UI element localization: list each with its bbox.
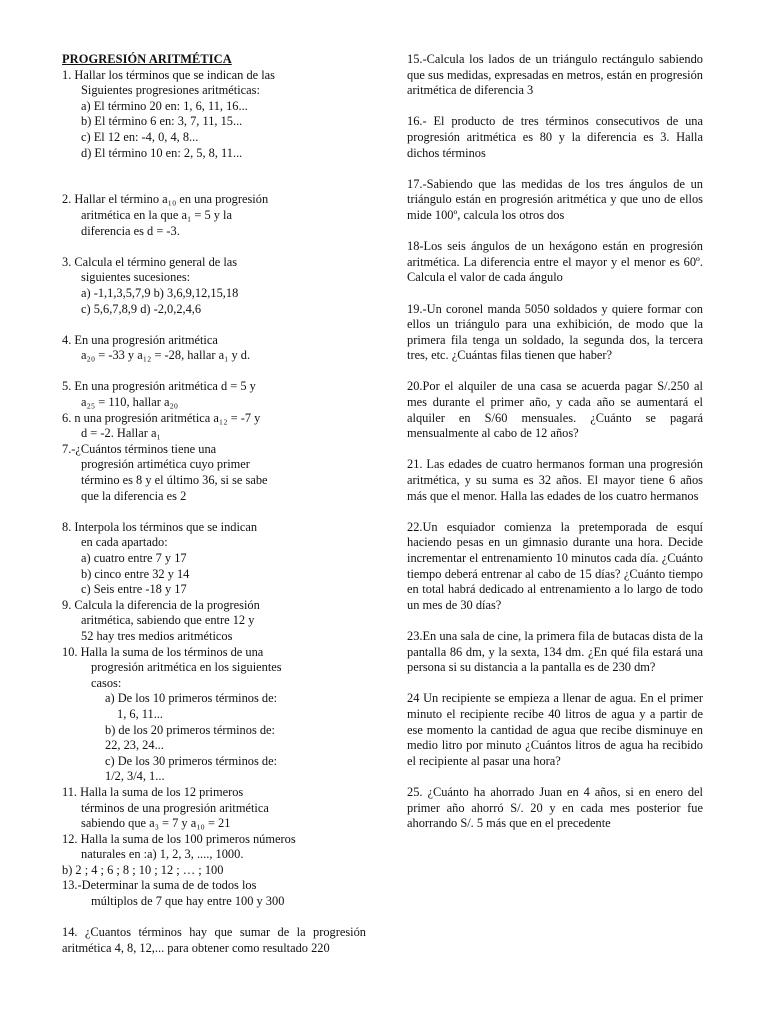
exercise-line: 3. Calcula el término general de las: [62, 254, 238, 269]
exercise-line: 52 hay tres medios aritméticos: [81, 628, 233, 643]
exercise-line: 8. Interpola los términos que se indican: [62, 519, 258, 534]
line-gap: [62, 504, 366, 520]
exercise-block-17: 17.-Sabiendo que las medidas de los tres ángulos de un triángulo están en progresión aritmética y que uno de ellos mide 100º, calcula los otros dos: [407, 176, 703, 222]
exercise-line: Siguientes progresiones aritméticas:: [81, 83, 260, 98]
exercise-line: b) cinco entre 32 y 14: [81, 566, 190, 581]
exercise-line: 1. Hallar los términos que se indican de las: [62, 67, 275, 82]
exercise-block-15: 15.-Calcula los lados de un triángulo rectángulo sabiendo que sus medidas, expresadas en metros, están en progresión aritmética de diferencia 3: [407, 52, 703, 98]
line-gap: [62, 239, 366, 255]
exercise-line: 11. Halla la suma de los 12 primeros: [62, 784, 244, 799]
block-gap: [407, 224, 703, 240]
exercise-line: c) El 12 en: -4, 0, 4, 8...: [81, 129, 199, 144]
exercise-line: 12. Halla la suma de los 100 primeros números: [62, 831, 296, 846]
exercise-block-19: 19.-Un coronel manda 5050 soldados y quiere formar con ellos un triángulo para una exhibición, de modo que la primera fila tenga un soldado, la segunda dos, la tercera tres, etc. ¿Cuántas filas tienen que haber?: [407, 301, 703, 363]
exercise-line: 7.-¿Cuántos términos tiene una: [62, 441, 217, 456]
exercise-14: 14. ¿Cuantos términos hay que sumar de la progresión aritmética 4, 8, 12,... para obtener como resultado 220: [62, 925, 366, 955]
left-exercise-lines: [62, 68, 366, 910]
exercise-line: c) De los 30 primeros términos de:: [105, 753, 278, 768]
block-gap: [407, 286, 703, 302]
exercise-block-16: 16.- El producto de tres términos consecutivos de una progresión aritmética es 80 y la diferencia es 3. Halla dichos términos: [407, 114, 703, 160]
exercise-line: en cada apartado:: [81, 535, 168, 550]
line-gap: [62, 161, 366, 177]
exercise-line: b) 2 ; 4 ; 6 ; 8 ; 10 ; 12 ; … ; 100: [62, 862, 224, 877]
block-gap: [407, 161, 703, 177]
block-gap: [407, 613, 703, 629]
exercise-line: 22, 23, 24...: [105, 738, 164, 753]
page-title: PROGRESIÓN ARITMÉTICA: [62, 52, 232, 66]
exercise-line: a) cuatro entre 7 y 17: [81, 551, 187, 565]
block-gap: [407, 769, 703, 785]
exercise-line: d) El término 10 en: 2, 5, 8, 11...: [81, 145, 243, 160]
exercise-line: 9. Calcula la diferencia de la progresión: [62, 597, 260, 612]
exercise-block-20: 20.Por el alquiler de una casa se acuerda pagar S/.250 al mes durante el primer año, y cada año se aumentará el alquiler en S/60 mensuales. ¿Cuánto se pagará mensualmente al cabo de 12 años?: [407, 379, 703, 441]
exercise-line: términos de una progresión aritmética: [81, 800, 269, 815]
exercise-line: a₂₀ = -33 y a₁₂ = -28, hallar a₁ y d.: [81, 348, 251, 363]
exercise-line: a) -1,1,3,5,7,9 b) 3,6,9,12,15,18: [81, 285, 239, 300]
exercise-line: 1/2, 3/4, 1...: [105, 769, 165, 784]
exercise-block-23: 23.En una sala de cine, la primera fila de butacas dista de la pantalla 86 dm, y la sexta, 134 dm. ¿En qué fila estará una persona si su distancia a la pantalla es de 230 dm?: [407, 628, 703, 675]
exercise-line: siguientes sucesiones:: [81, 270, 191, 285]
exercise-line: 1, 6, 11...: [117, 706, 164, 721]
exercise-line: casos:: [91, 675, 122, 690]
exercise-line: 4. En una progresión aritmética: [62, 332, 218, 347]
exercise-line: a) El término 20 en: 1, 6, 11, 16...: [81, 98, 248, 113]
exercise-line: a) De los 10 primeros términos de:: [105, 691, 278, 706]
exercise-line: a₂₅ = 110, hallar a₂₀: [81, 395, 179, 410]
exercise-line: progresión artimética cuyo primer: [81, 457, 250, 472]
exercise-line: 10. Halla la suma de los términos de una: [62, 644, 264, 659]
exercise-line: progresión aritmética en los siguientes: [91, 660, 282, 675]
exercise-block-18: 18-Los seis ángulos de un hexágono están en progresión aritmética. La diferencia entre el mayor y el menor es 60º. Calcula el valor de cada ángulo: [407, 239, 703, 285]
exercise-line: 5. En una progresión aritmética d = 5 y: [62, 379, 256, 394]
exercise-line: múltiplos de 7 que hay entre 100 y 300: [91, 894, 285, 909]
block-gap: [407, 364, 703, 380]
right-exercise-blocks: [407, 52, 703, 832]
exercise-line: 13.-Determinar la suma de de todos los: [62, 878, 257, 893]
line-gap: [62, 177, 366, 193]
block-gap: [407, 504, 703, 520]
exercise-line: aritmética, sabiendo que entre 12 y: [81, 613, 255, 628]
exercise-line: 2. Hallar el término a₁₀ en una progresión: [62, 192, 269, 207]
exercise-line: diferencia es d = -3.: [81, 223, 180, 238]
exercise-line: que la diferencia es 2: [81, 488, 187, 503]
left-column: [62, 52, 366, 956]
exercise-line: aritmética en la que a₁ = 5 y la: [81, 207, 232, 222]
exercise-line: c) Seis entre -18 y 17: [81, 582, 187, 597]
exercise-block-21: 21. Las edades de cuatro hermanos forman una progresión aritmética, y su suma es 32 años. El mayor tiene 6 años más que el menor. Halla las edades de los cuatro hermanos: [407, 457, 703, 503]
exercise-line: b) de los 20 primeros términos de:: [105, 722, 275, 737]
spacer: [62, 910, 366, 926]
exercise-line: d = -2. Hallar a₁: [81, 426, 161, 441]
line-gap: [62, 364, 366, 380]
exercise-block-24: 24 Un recipiente se empieza a llenar de agua. En el primer minuto el recipiente recibe 40 litros de agua y a partir de ese momento la cantidad de agua que recibe disminuye en medio litro por minuto ¿Cuántos litros de agua ha recibido el recipiente al pasar una hora?: [407, 691, 703, 768]
line-gap: [62, 317, 366, 333]
right-column: [407, 52, 703, 832]
exercise-line: naturales en :a) 1, 2, 3, ...., 1000.: [81, 847, 244, 862]
exercise-line: 6. n una progresión aritmética a₁₂ = -7 y: [62, 410, 261, 425]
block-gap: [407, 442, 703, 458]
block-gap: [407, 99, 703, 115]
exercise-block-22: 22.Un esquiador comienza la pretemporada de esquí haciendo pesas en un gimnasio durante una hora. Decide incrementar el entrenamiento 10 minutos cada día. ¿Cuánto tiempo deberá entrenar al cabo de 15 días? ¿Cuánto tiempo en total habrá dedicado al entrenamiento a lo largo de todo un mes de 30 días?: [407, 519, 703, 612]
exercise-line: sabiendo que a₃ = 7 y a₁₀ = 21: [81, 816, 231, 831]
exercise-line: término es 8 y el último 36, si se sabe: [81, 473, 268, 488]
block-gap: [407, 676, 703, 692]
exercise-line: b) El término 6 en: 3, 7, 11, 15...: [81, 114, 243, 129]
exercise-line: c) 5,6,7,8,9 d) -2,0,2,4,6: [81, 301, 202, 316]
exercise-block-25: 25. ¿Cuánto ha ahorrado Juan en 4 años, si en enero del primer año ahorró S/. 20 y en cada mes posterior fue ahorrando S/. 5 más que en el precedente: [407, 784, 703, 831]
